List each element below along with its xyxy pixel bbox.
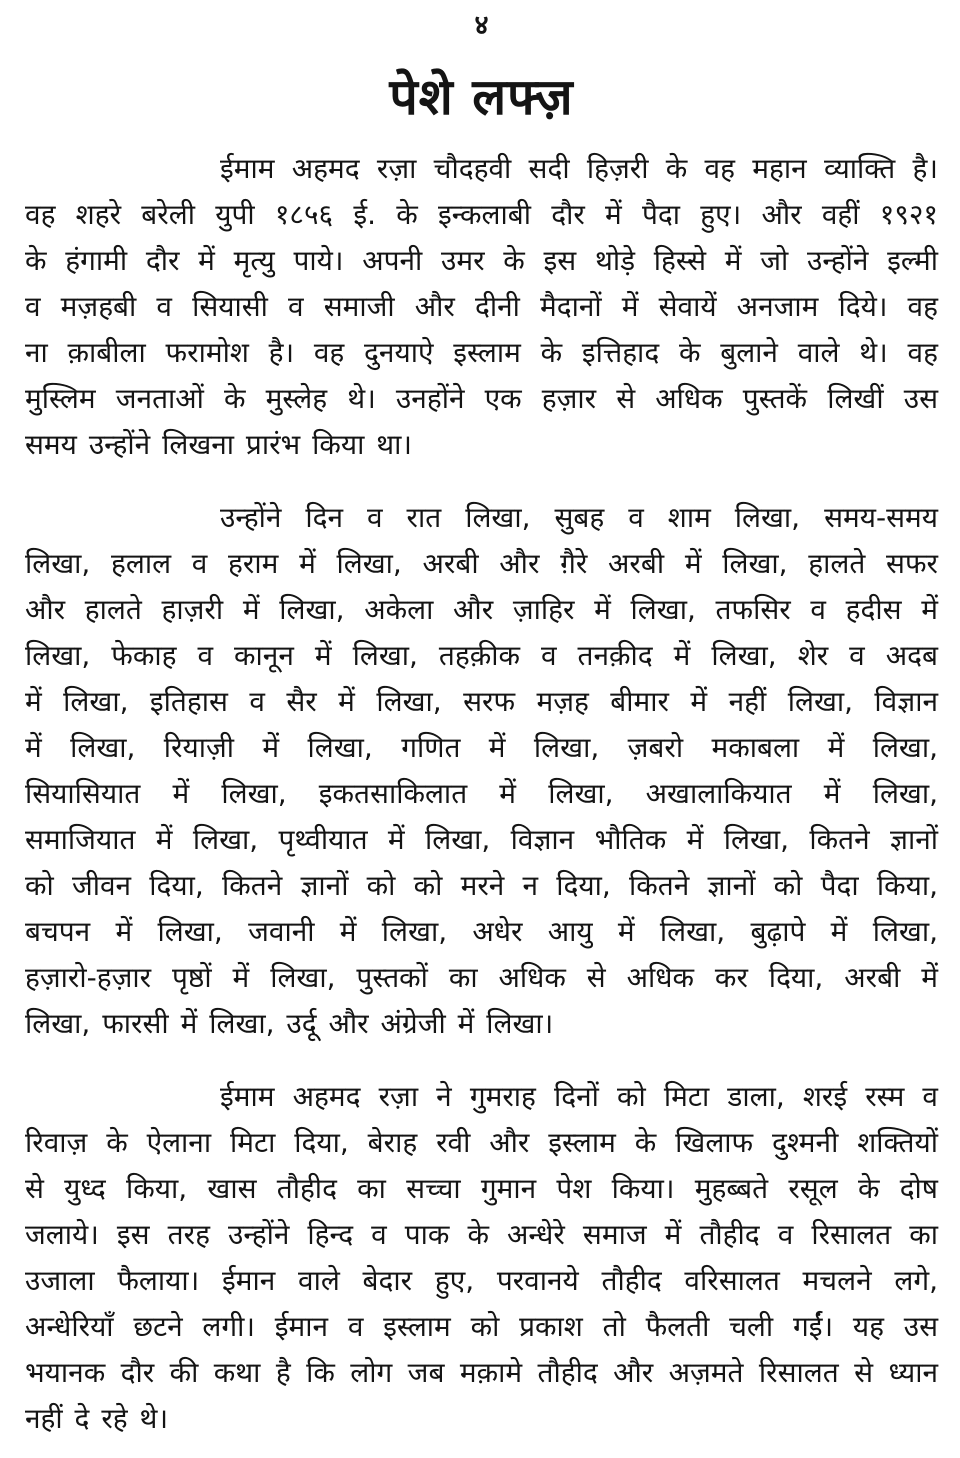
text-line: लिखा, फारसी में लिखा, उर्दू और अंग्रेजी में लिखा। [25, 1007, 554, 1040]
text-line: वह शहरे बरेली युपी १८५६ ई. के इन्कलाबी दौर में पैदा हुए। और वहीं १९२१ [25, 198, 938, 231]
body-text [25, 146, 938, 1442]
text-line: अन्धेरियाँ छटने लगी। ईमान व इस्लाम को प्रकाश तो फैलती चली गईं। यह उस [25, 1310, 938, 1343]
text-line: बचपन में लिखा, जवानी में लिखा, अधेर आयु में लिखा, बुढ़ापे में लिखा, [25, 915, 938, 948]
text-line: उन्होंने दिन व रात लिखा, सुबह व शाम लिखा, समय-समय [220, 501, 938, 534]
text-line: रिवाज़ के ऐलाना मिटा दिया, बेराह रवी और इस्लाम के खिलाफ दुश्मनी शक्तियों [25, 1126, 938, 1159]
text-line: ना क़ाबीला फरामोश है। वह दुनयाऐ इस्लाम के इत्तिहाद के बुलाने वाले थे। वह [25, 336, 938, 369]
text-line: समाजियात में लिखा, पृथ्वीयात में लिखा, विज्ञान भौतिक में लिखा, कितने ज्ञानों [25, 823, 938, 856]
text-line: सियासियात में लिखा, इकतसाकिलात में लिखा, अखालाकियात में लिखा, [25, 777, 938, 810]
page-number: ४ [474, 10, 489, 41]
text-line: जलाये। इस तरह उन्होंने हिन्द व पाक के अन्धेरे समाज में तौहीद व रिसालत का [25, 1218, 938, 1251]
text-line: भयानक दौर की कथा है कि लोग जब मक़ामे तौहीद और अज़मते रिसालत से ध्यान [25, 1356, 938, 1389]
text-line: हज़ारो-हज़ार पृष्ठों में लिखा, पुस्तकों का अधिक से अधिक कर दिया, अरबी में [25, 961, 938, 994]
text-line: से युध्द किया, खास तौहीद का सच्चा गुमान पेश किया। मुहब्बते रसूल के दोष [25, 1172, 938, 1205]
paragraph [25, 1074, 938, 1442]
paragraph [25, 146, 938, 468]
text-line: व मज़हबी व सियासी व समाजी और दीनी मैदानों में सेवायें अनजाम दिये। वह [25, 290, 938, 323]
text-line: लिखा, हलाल व हराम में लिखा, अरबी और ग़ैरे अरबी में लिखा, हालते सफर [25, 547, 938, 580]
text-line: के हंगामी दौर में मृत्यु पाये। अपनी उमर के इस थोड़े हिस्से में जो उन्होंने इल्मी [25, 244, 938, 277]
text-line: समय उन्होंने लिखना प्रारंभ किया था। [25, 428, 413, 461]
text-line: मुस्लिम जनताओं के मुस्लेह थे। उनहोंने एक हज़ार से अधिक पुस्तकें लिखीं उस [25, 382, 938, 415]
text-line: को जीवन दिया, कितने ज्ञानों को को मरने न दिया, कितने ज्ञानों को पैदा किया, [25, 869, 938, 902]
paragraph [25, 495, 938, 1047]
text-line: नहीं दे रहे थे। [25, 1402, 169, 1435]
text-line: में लिखा, रियाज़ी में लिखा, गणित में लिखा, ज़बरो मकाबला में लिखा, [25, 731, 938, 764]
text-line: उजाला फैलाया। ईमान वाले बेदार हुए, परवानये तौहीद वरिसालत मचलने लगे, [25, 1264, 938, 1297]
text-line: लिखा, फेकाह व कानून में लिखा, तहक़ीक व तनक़ीद में लिखा, शेर व अदब [25, 639, 938, 672]
text-line: ईमाम अहमद रज़ा ने गुमराह दिनों को मिटा डाला, शरई रस्म व [220, 1080, 938, 1113]
text-line: ईमाम अहमद रज़ा चौदहवी सदी हिज़री के वह महान व्याक्ति है। [220, 152, 938, 185]
text-line: में लिखा, इतिहास व सैर में लिखा, सरफ मज़ह बीमार में नहीं लिखा, विज्ञान [25, 685, 938, 718]
text-line: और हालते हाज़री में लिखा, अकेला और ज़ाहिर में लिखा, तफसिर व हदीस में [25, 593, 938, 626]
page-title: पेशे लफ्ज़ [389, 68, 574, 126]
